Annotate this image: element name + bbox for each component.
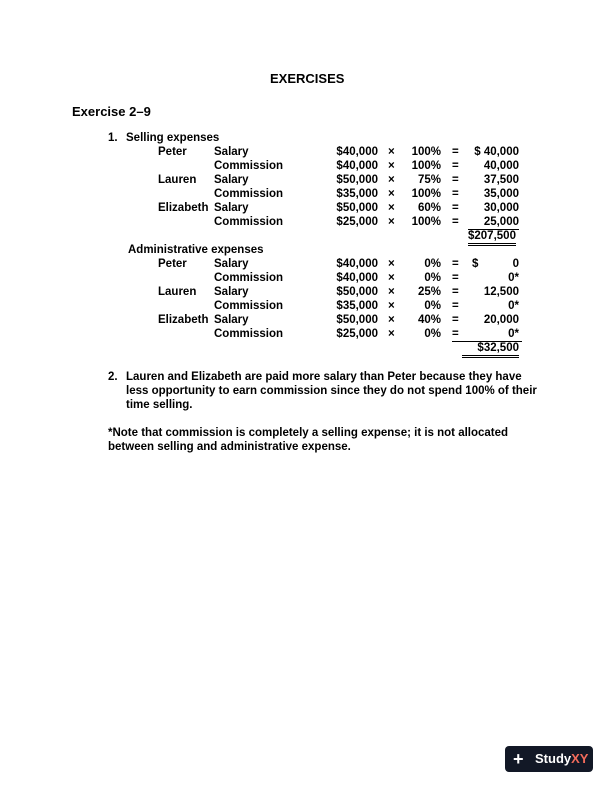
row-percent: 0% [424,272,441,284]
row-equals: = [452,188,459,200]
row-times: × [388,216,395,228]
row-times: × [388,300,395,312]
admin-total [462,341,519,358]
row-base-amount: $40,000 [336,160,378,172]
row-result: 20,000 [483,314,519,326]
row-base-amount: $50,000 [336,174,378,186]
row-equals: = [452,286,459,298]
row-times: × [388,146,395,158]
row-times: × [388,314,395,326]
footnote: *Note that commission is completely a selling expense; it is not allocated between selling and administrative expense. [108,427,509,453]
brand-main: Study [535,751,572,766]
administrative-expenses-heading: Administrative expenses [128,244,264,256]
row-item: Commission [214,300,284,312]
row-base-amount: $40,000 [336,258,378,270]
row-equals: = [452,202,459,214]
selling-expenses-heading: Selling expenses [126,132,220,144]
row-times: × [388,328,395,340]
plus-icon: + [513,749,524,769]
part-2-text: Lauren and Elizabeth are paid more salary than Peter because they have less opportunity to earn commission since they do not spend 100% of their time selling. [126,371,537,411]
row-person: Peter [158,258,187,270]
row-item: Commission [214,188,284,200]
row-percent: 40% [417,314,441,326]
row-times: × [388,160,395,172]
row-item: Commission [214,160,284,172]
row-base-amount: $25,000 [336,328,378,340]
row-times: × [388,174,395,186]
brand-name [535,751,588,767]
row-percent: 25% [417,286,441,298]
selling-total: $207,500 [468,229,516,246]
row-percent: 0% [424,300,441,312]
row-percent: 100% [411,188,441,200]
admin-total-value: $32,500 [477,342,519,354]
row-result: 0* [508,328,519,340]
row-person: Lauren [158,286,197,298]
row-equals: = [452,174,459,186]
brand-accent: XY [571,751,589,766]
row-result: 40,000 [483,160,519,172]
row-dollar: $ [472,258,479,270]
row-result: 37,500 [483,174,519,186]
row-result: 0* [508,272,519,284]
row-percent: 0% [424,258,441,270]
row-item: Commission [214,328,284,340]
row-percent: 75% [417,174,441,186]
row-item: Commission [214,216,284,228]
row-person: Peter [158,146,187,158]
row-item: Salary [214,286,249,298]
row-person: Lauren [158,174,197,186]
row-percent: 0% [424,328,441,340]
row-percent: 100% [411,216,441,228]
row-result: $ 40,000 [474,146,519,158]
row-times: × [388,286,395,298]
row-percent: 100% [411,160,441,172]
part-2-number: 2. [108,371,118,383]
row-equals: = [452,272,459,284]
row-equals: = [452,300,459,312]
row-base-amount: $35,000 [336,300,378,312]
row-equals: = [452,216,459,228]
row-item: Commission [214,272,284,284]
row-percent: 60% [417,202,441,214]
part-1-number: 1. [108,132,118,144]
row-item: Salary [214,314,249,326]
row-base-amount: $40,000 [336,272,378,284]
row-times: × [388,258,395,270]
studyxy-badge[interactable] [505,746,593,772]
row-equals: = [452,258,459,270]
row-times: × [388,272,395,284]
row-item: Salary [214,174,249,186]
row-person: Elizabeth [158,202,209,214]
row-percent: 100% [411,146,441,158]
row-equals: = [452,314,459,326]
row-result: 30,000 [483,202,519,214]
row-result: 35,000 [483,188,519,200]
row-item: Salary [214,258,249,270]
row-result: 25,000 [468,215,519,230]
row-equals: = [452,146,459,158]
exercise-heading: Exercise 2–9 [72,104,151,119]
row-base-amount: $50,000 [336,286,378,298]
row-item: Salary [214,202,249,214]
row-result: 12,500 [483,286,519,298]
row-times: × [388,202,395,214]
row-person: Elizabeth [158,314,209,326]
row-base-amount: $50,000 [336,314,378,326]
page-title: EXERCISES [270,71,345,86]
row-base-amount: $40,000 [336,146,378,158]
row-equals: = [452,160,459,172]
row-item: Salary [214,146,249,158]
row-base-amount: $25,000 [336,216,378,228]
row-base-amount: $35,000 [336,188,378,200]
row-base-amount: $50,000 [336,202,378,214]
row-equals: = [452,327,522,342]
row-times: × [388,188,395,200]
row-result: 0 [512,258,519,270]
row-result: 0* [508,300,519,312]
